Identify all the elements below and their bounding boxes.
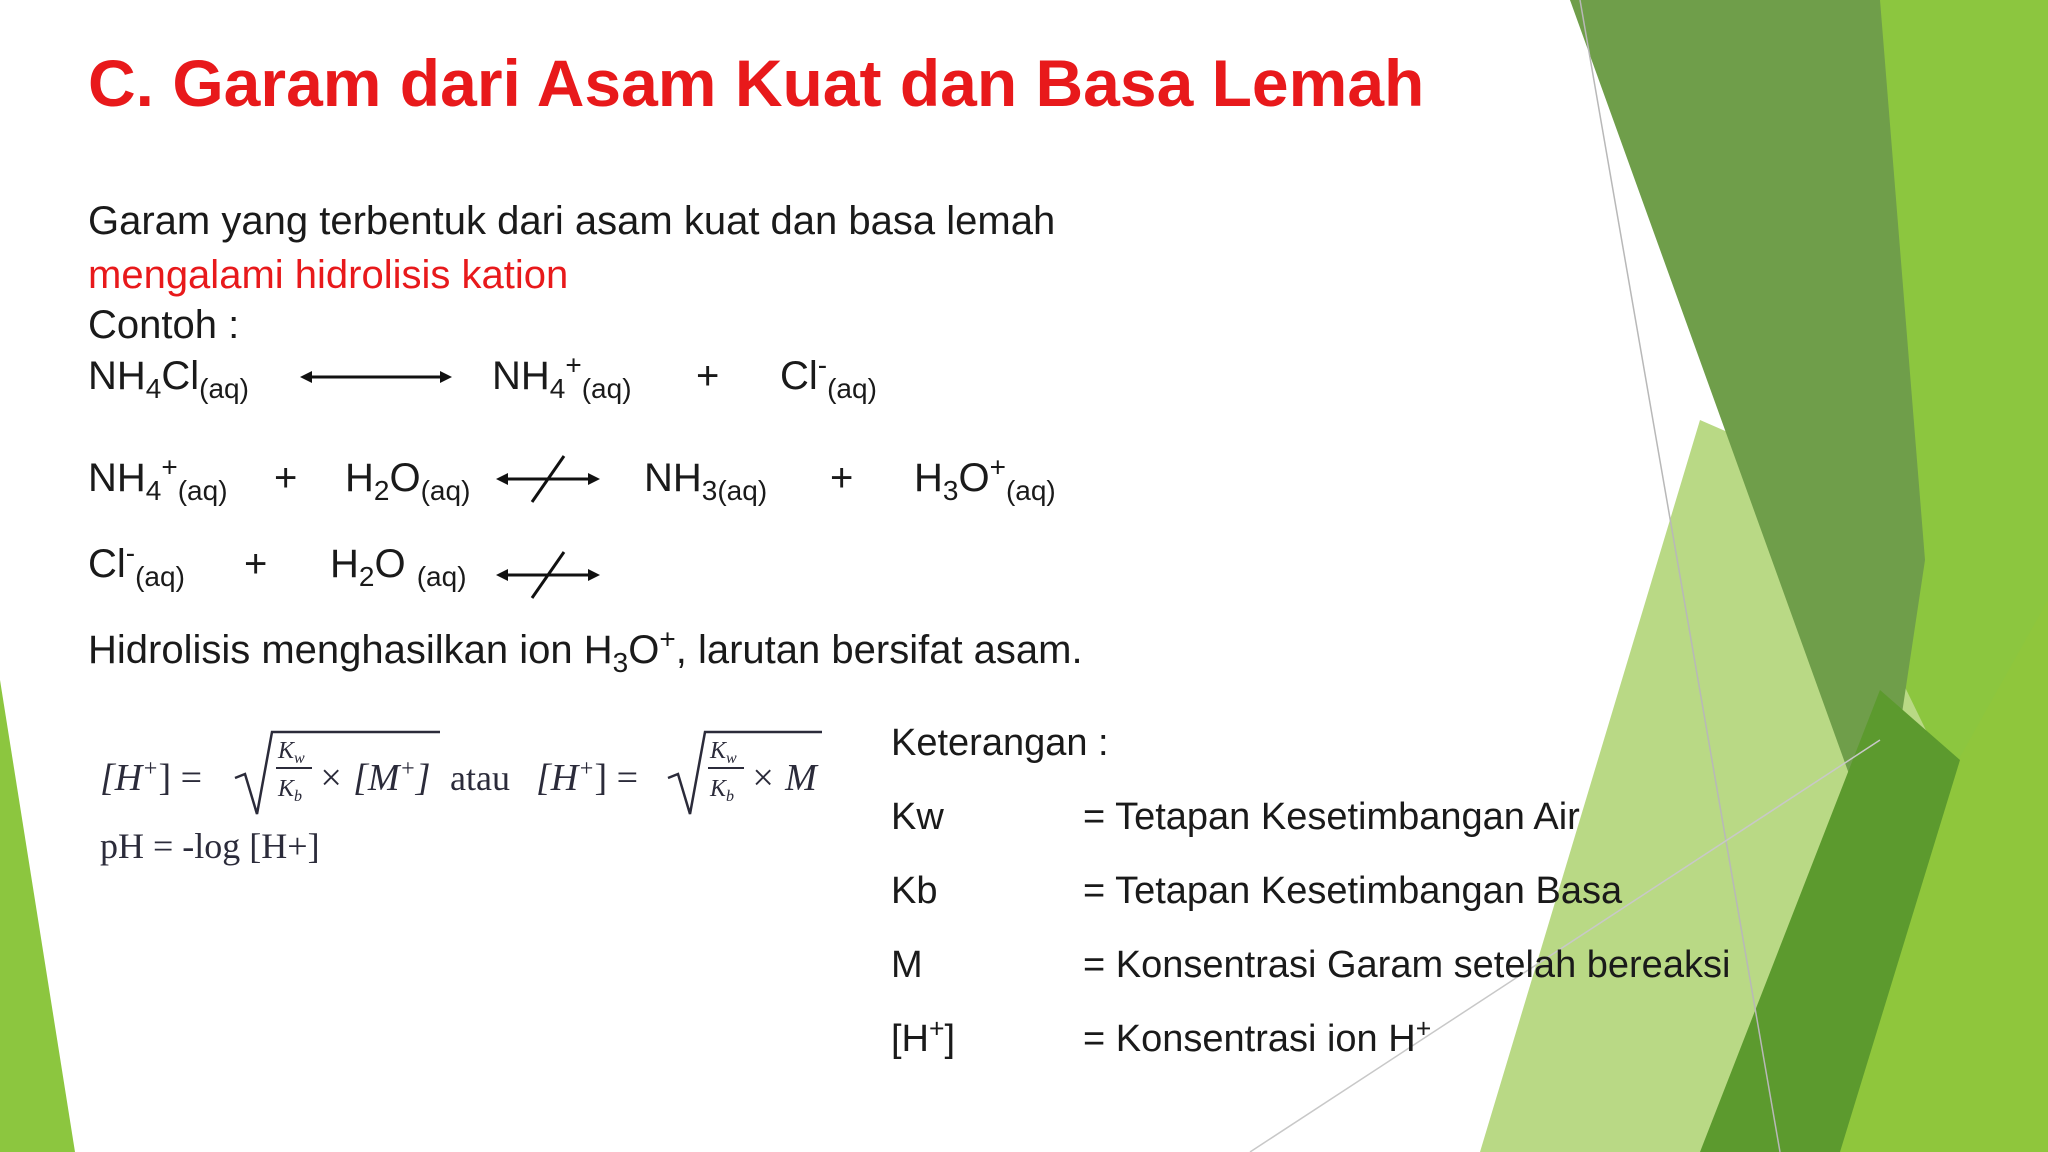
keterangan-desc-m: = Konsentrasi Garam setelah bereaksi	[1083, 944, 1731, 986]
reaction-3-reactant-2: $H_2O$ $_{(aq)}$	[330, 542, 467, 592]
keterangan-desc-h: = Konsentrasi ion H+	[1083, 1013, 1432, 1060]
reaction-3-no-reaction-arrow	[496, 548, 600, 602]
formula-lhs-2: [H+] =	[536, 756, 639, 799]
reaction-2-plus-2: +	[830, 456, 854, 500]
keterangan-desc-kw: = Tetapan Kesetimbangan Air	[1083, 796, 1580, 838]
reaction-2-reactant-1: $NH_4^+_{(aq)}$	[88, 451, 228, 506]
keterangan-term-m: M	[891, 944, 923, 986]
frac-kb-1: $K_b$	[278, 776, 303, 805]
frac-kw-1: $K_w$	[278, 738, 305, 767]
intro-line-3: Contoh :	[88, 303, 240, 347]
frac-kb-2: $K_b$	[710, 776, 735, 805]
reaction-2-product-1: $NH_{3(aq)}$	[644, 456, 768, 506]
intro-line-1: Garam yang terbentuk dari asam kuat dan basa lemah	[88, 199, 1056, 243]
ph-formula: pH = -log [H+]	[100, 826, 320, 866]
keterangan-term-kw: Kw	[891, 796, 944, 838]
reaction-2-no-reaction-arrow	[496, 452, 600, 506]
formula-drawing	[100, 728, 830, 888]
keterangan-term-kb: Kb	[891, 870, 938, 912]
reaction-2-plus-1: +	[274, 456, 298, 500]
frac-kw-2: $K_w$	[710, 738, 737, 767]
keterangan-term-h: [H+]	[891, 1013, 956, 1060]
conclusion-text: Hidrolisis menghasilkan ion $H_3O^+$, larutan bersifat asam.	[88, 623, 1083, 678]
formula-image	[100, 728, 830, 888]
times-m-2: × M	[750, 757, 817, 799]
reaction-2-reactant-2: $H_2O_{(aq)}$	[345, 456, 471, 506]
reaction-1-product-1: $NH_4^+_{(aq)}$	[492, 349, 632, 404]
left-green-sliver	[0, 680, 75, 1152]
slide-title: C. Garam dari Asam Kuat dan Basa Lemah	[88, 46, 1425, 120]
formula-atau: atau	[450, 758, 510, 798]
reaction-3-reactant-1: $Cl^-_{(aq)}$	[88, 537, 185, 592]
reaction-1-reactant: $NH_4Cl_{(aq)}$	[88, 354, 249, 404]
reaction-3-plus: +	[244, 542, 268, 586]
reaction-1-product-2: $Cl^-_{(aq)}$	[780, 349, 877, 404]
times-m-1: × [M+]	[318, 756, 431, 799]
reaction-1-plus: +	[696, 354, 720, 398]
reaction-2-product-2: $H_3O^+_{(aq)}$	[914, 451, 1056, 506]
formula-lhs-1: [H+] =	[100, 756, 203, 799]
keterangan-desc-kb: = Tetapan Kesetimbangan Basa	[1083, 870, 1623, 912]
keterangan-heading: Keterangan :	[891, 722, 1109, 764]
intro-line-2: mengalami hidrolisis kation	[88, 253, 569, 297]
reaction-1-double-arrow	[300, 366, 452, 388]
